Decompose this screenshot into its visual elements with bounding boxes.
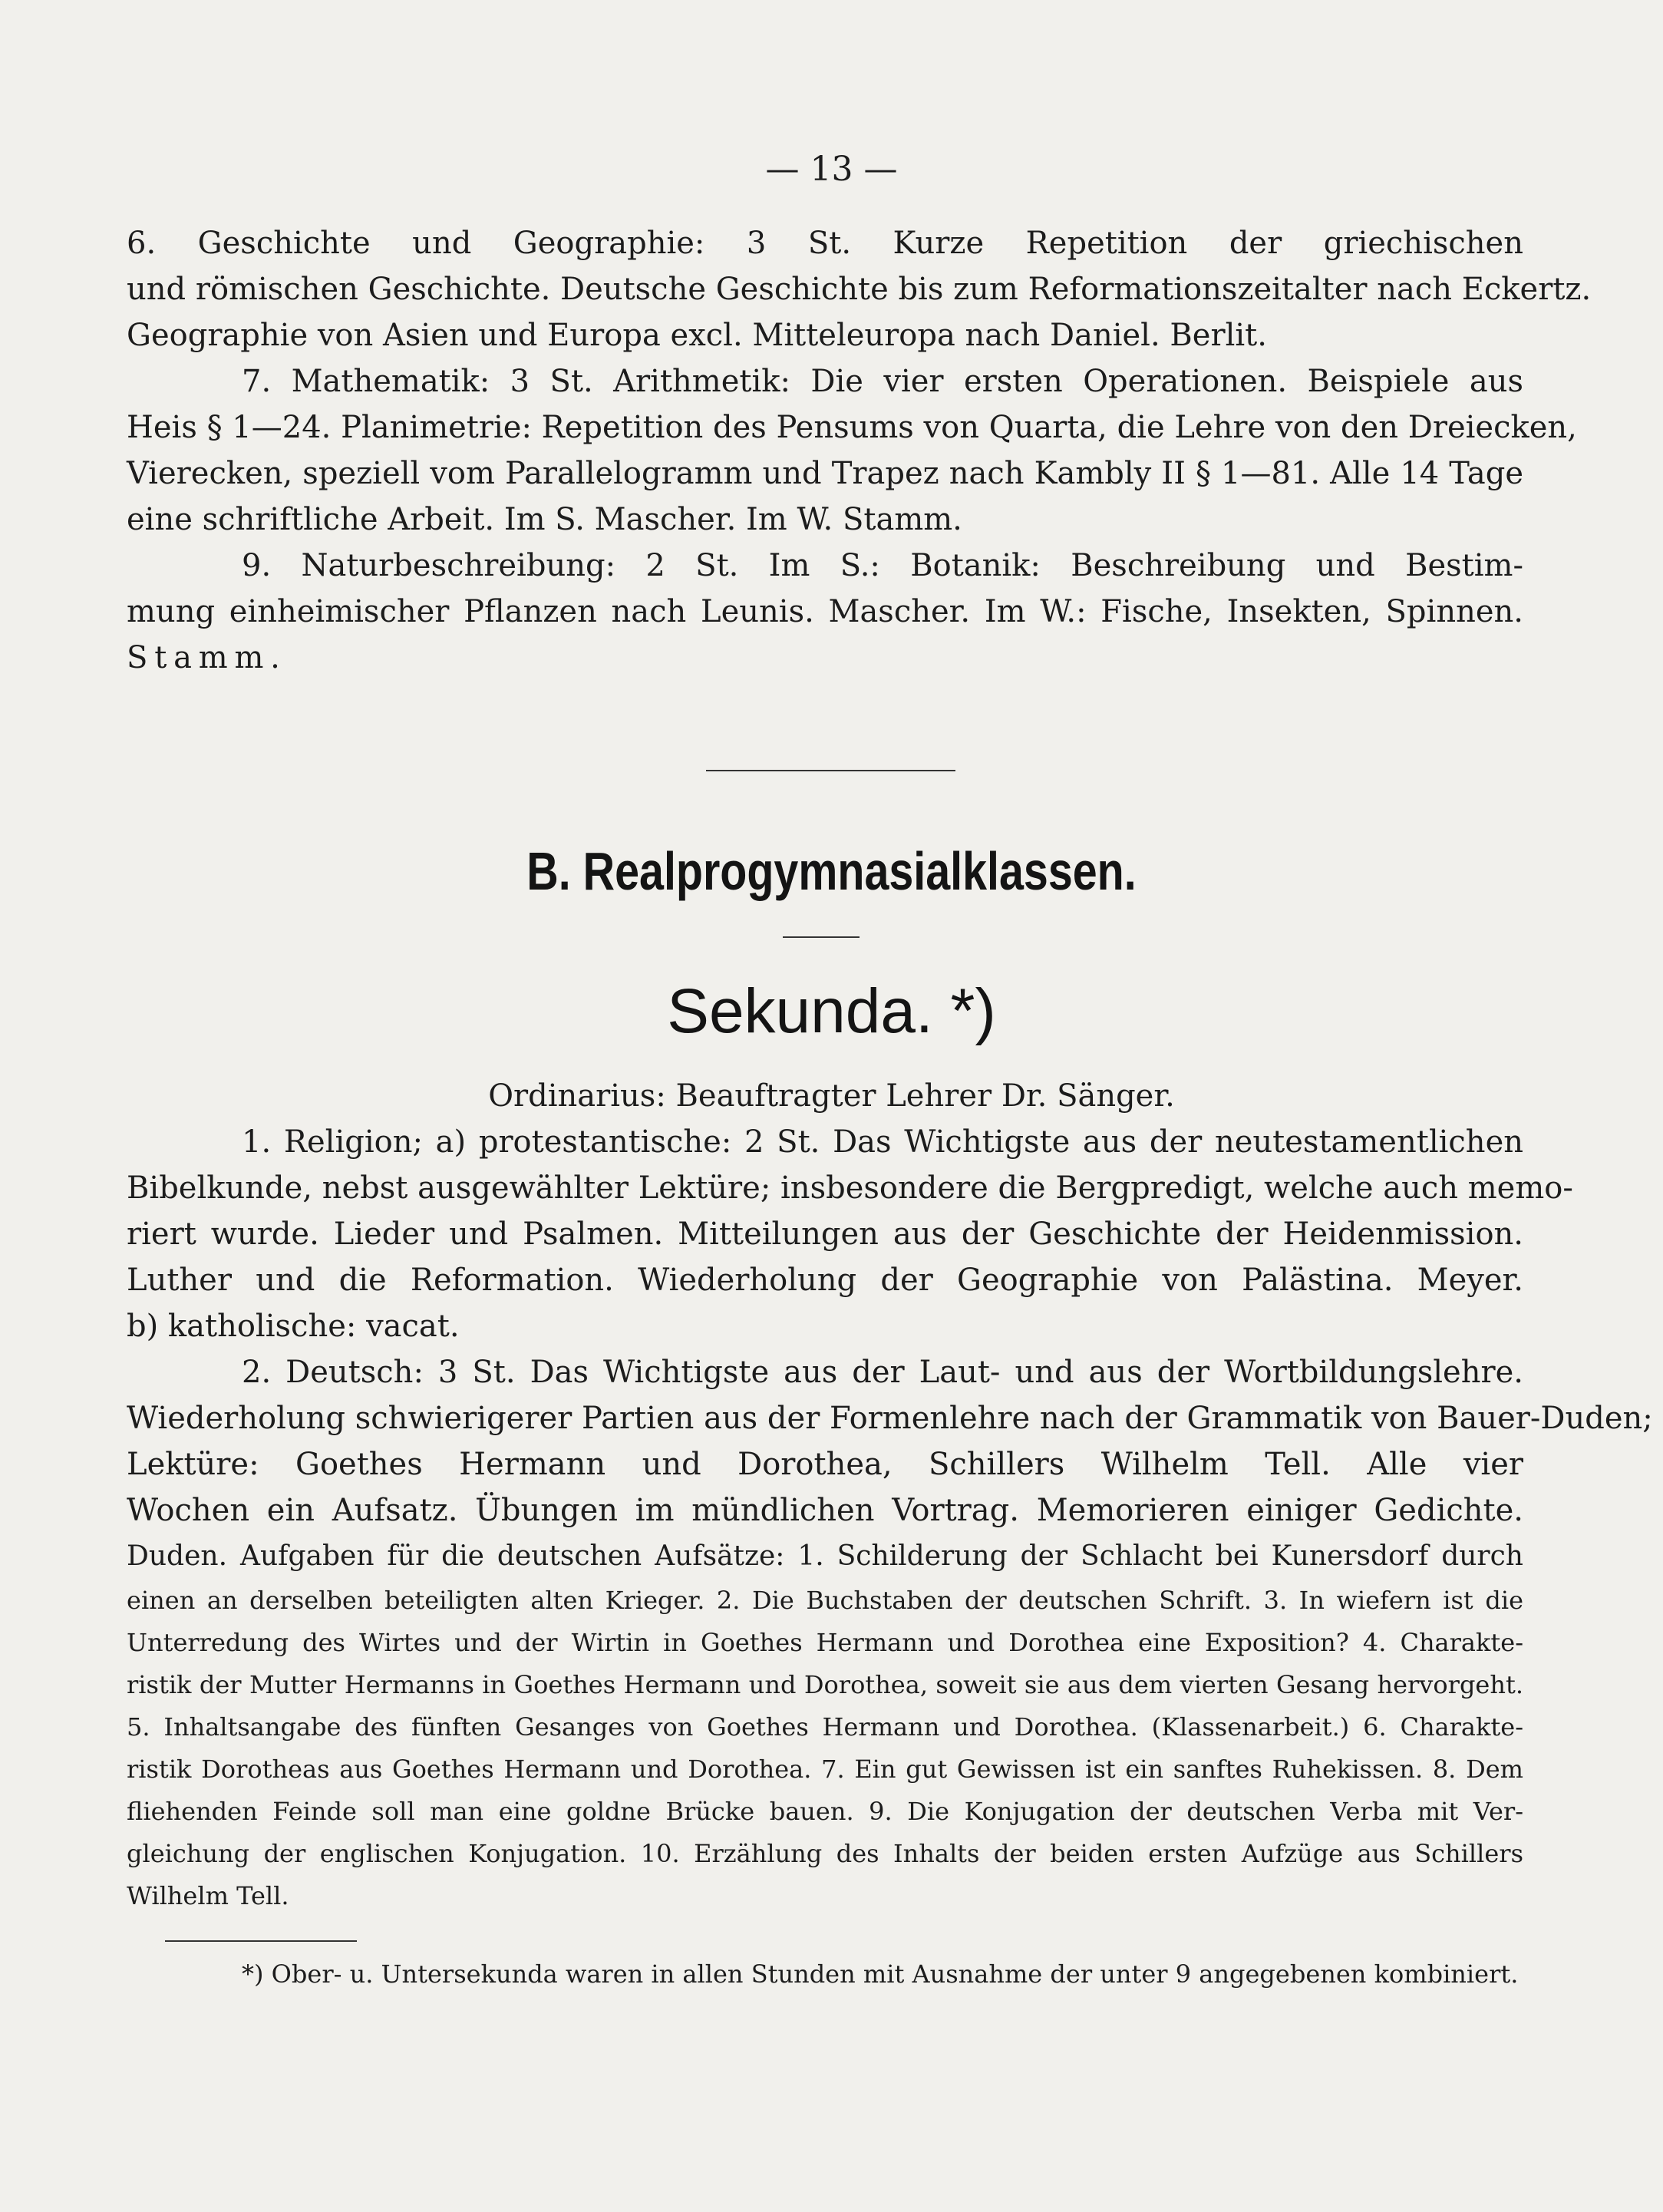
essay-topics-line: Wilhelm Tell. [127,1881,289,1910]
german-subject-line: 2. Deutsch: 3 St. Das Wichtigste aus der Laut- und aus der Wortbildungslehre. [242,1355,1523,1390]
text-line: Vierecken, speziell vom Parallelogramm und Trapez nach Kambly II § 1—81. Alle 14 Tage [127,456,1523,491]
text-line: Geographie von Asien und Europa excl. Mitteleuropa nach Daniel. Berlit. [127,318,1267,353]
essay-topics-line: gleichung der englischen Konjugation. 10. Erzählung des Inhalts der beiden ersten Aufzüge aus Schillers [127,1839,1523,1868]
class-heading: Sekunda. *) [667,976,996,1046]
essay-topics-line: einen an derselben beteiligten alten Krieger. 2. Die Buchstaben der deutschen Schrift. 3. In wiefern ist die [127,1586,1523,1615]
essay-topics-line: fliehenden Feinde soll man eine goldne Brücke bauen. 9. Die Konjugation der deutschen Verba mit Ver- [127,1797,1523,1826]
section-divider [706,770,955,771]
history-subject-line: 6. Geschichte und Geographie: 3 St. Kurze Repetition der griechischen [127,226,1523,261]
religion-subject-line: 1. Religion; a) protestantische: 2 St. Das Wichtigste aus der neutestamentlichen [242,1124,1523,1160]
footnote: *) Ober- u. Untersekunda waren in allen Stunden mit Ausnahme der unter 9 angegebenen kombiniert. [242,1959,1519,1989]
section-heading: B. Realprogymnasialklassen. [526,841,1137,901]
text-line: Bibelkunde, nebst ausgewählter Lektüre; insbesondere die Bergpredigt, welche auch memo- [127,1170,1573,1206]
text-line: Heis § 1—24. Planimetrie: Repetition des Pensums von Quarta, die Lehre von den Dreiecken, [127,410,1577,445]
text-line: riert wurde. Lieder und Psalmen. Mitteilungen aus der Geschichte der Heidenmission. [127,1217,1523,1252]
essay-topics-line: Unterredung des Wirtes und der Wirtin in Goethes Hermann und Dorothea eine Exposition? 4. Charakte- [127,1628,1523,1657]
text-line: eine schriftliche Arbeit. Im S. Mascher. Im W. Stamm. [127,502,962,537]
text-line: und römischen Geschichte. Deutsche Geschichte bis zum Reformationszeitalter nach Eckertz. [127,272,1592,307]
heading-divider [783,936,860,938]
essay-topics-line: ristik der Mutter Hermanns in Goethes Hermann und Dorothea, soweit sie aus dem vierten Gesang hervorgeht. [127,1670,1523,1699]
essay-topics-intro: Duden. Aufgaben für die deutschen Aufsätze: 1. Schilderung der Schlacht bei Kunersdorf durch [127,1540,1523,1572]
teacher-name: Stamm. [127,640,287,675]
footnote-divider [165,1940,357,1942]
text-line: b) katholische: vacat. [127,1309,460,1344]
page-number: — 13 — [765,150,898,189]
math-subject-line: 7. Mathematik: 3 St. Arithmetik: Die vier ersten Operationen. Beispiele aus [242,364,1523,399]
ordinarius-line: Ordinarius: Beauftragter Lehrer Dr. Sänger. [488,1078,1175,1114]
essay-topics-line: 5. Inhaltsangabe des fünften Gesanges von Goethes Hermann und Dorothea. (Klassenarbeit.) 6. Charakte- [127,1712,1523,1742]
text-line: Wiederholung schwierigerer Partien aus der Formenlehre nach der Grammatik von Bauer-Duden; [127,1401,1653,1436]
nature-subject-line: 9. Naturbeschreibung: 2 St. Im S.: Botanik: Beschreibung und Bestim- [242,548,1523,583]
text-line: Luther und die Reformation. Wiederholung der Geographie von Palästina. Meyer. [127,1263,1523,1298]
essay-topics-line: ristik Dorotheas aus Goethes Hermann und Dorothea. 7. Ein gut Gewissen ist ein sanftes Ruhekissen. 8. Dem [127,1755,1523,1784]
text-line: mung einheimischer Pflanzen nach Leunis. Mascher. Im W.: Fische, Insekten, Spinnen. [127,594,1523,629]
text-line: Lektüre: Goethes Hermann und Dorothea, Schillers Wilhelm Tell. Alle vier [127,1447,1523,1482]
text-line: Wochen ein Aufsatz. Übungen im mündlichen Vortrag. Memorieren einiger Gedichte. [127,1493,1523,1528]
